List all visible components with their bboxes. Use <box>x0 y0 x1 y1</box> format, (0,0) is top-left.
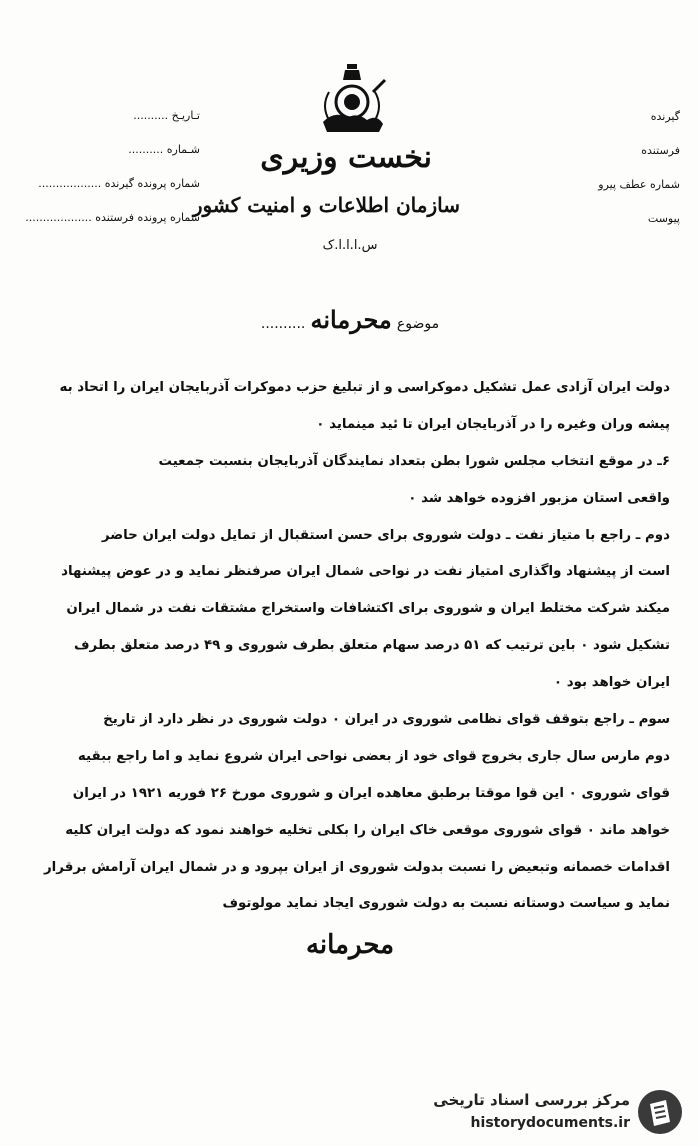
body-line: تشکیل شود ۰ باین ترتیب که ۵۱ درصد سهام متعلق بطرف شوروی و ۴۹ درصد متعلق بطرف <box>73 638 670 654</box>
watermark-url: historydocuments.ir <box>470 1115 630 1131</box>
recipient-field: گیرنده <box>650 110 680 123</box>
ministry-heading: نخست وزیری <box>260 140 432 175</box>
letterhead-left-fields <box>25 109 200 246</box>
body-line: دولت ایران آزادی عمل تشکیل دموکراسی و از تبلیغ حزب دموکرات آذربایجان ایران را اتحاد به <box>59 380 670 395</box>
date-field: تـاریـخ .......... <box>133 109 200 122</box>
body-line: دوم مارس سال جاری بخروج قوای خود از بعضی نواحی ایران شروع نماید و اما راجع ببقیه <box>77 748 670 764</box>
subject-line <box>230 305 470 334</box>
body-text <box>30 370 670 923</box>
confidential-footer: محرمانه <box>305 930 395 960</box>
sender-field: فرستنده <box>641 144 680 157</box>
archive-logo-icon <box>636 1088 684 1136</box>
sender-file-number-field: شماره پرونده فرستنده ................... <box>25 211 200 224</box>
subject-value: محرمانه <box>310 305 392 334</box>
body-line: قوای شوروی ۰ این قوا موقتا برطبق معاهده ایران و شوروی مورخ ۲۶ فوریه ۱۹۲۱ در ایران <box>72 785 670 801</box>
body-line: ایران خواهد بود ۰ <box>553 675 670 691</box>
reference-code: س.ا.ا.ا.ک <box>322 238 378 253</box>
body-line: دوم ـ راجع با متیاز نفت ـ دولت شوروی برای حسن استقبال از تمایل دولت ایران حاضر <box>101 527 670 543</box>
body-line: ۶ـ در موقع انتخاب مجلس شورا بطن بتعداد نمایندگان آذربایجان بنسبت جمعیت <box>158 453 670 469</box>
archive-watermark <box>410 1085 690 1140</box>
body-line: سوم ـ راجع بتوقف قوای نظامی شوروی در ایران ۰ دولت شوروی در نظر دارد از تاریخ <box>103 712 670 728</box>
body-line: نماید و سیاست دوستانه نسبت به دولت شوروی ایجاد نماید مولوتوف <box>222 896 670 912</box>
body-line: اقدامات خصمانه وتبعیض را نسبت بدولت شوروی از ایران بپرود و در شمال ایران آرامش برقرار <box>43 859 670 875</box>
watermark-title: مرکز بررسی اسناد تاریخی <box>433 1091 630 1109</box>
body-line: واقعی استان مزبور افزوده خواهد شد ۰ <box>408 490 670 506</box>
body-line: میکند شرکت مختلط ایران و شوروی برای اکتشافات واستخراج مشتقات نفت در شمال ایران <box>66 601 670 617</box>
recipient-file-number-field: شماره پرونده گیرنده .................. <box>38 177 200 190</box>
number-field: شـماره .......... <box>128 143 200 156</box>
body-line: خواهد ماند ۰ قوای شوروی موقعی خاک ایران را بکلی تخلیه خواهند نمود که دولت ایران کلیه <box>65 822 670 838</box>
subject-dots: .......... <box>260 316 306 332</box>
body-line: است از پیشنهاد واگذاری امتیاز نفت در نواحی شمال ایران صرفنظر نماید و در عوض پیشنهاد <box>61 564 670 580</box>
lion-and-sun-emblem-icon <box>315 62 389 148</box>
reference-number-field: شماره عطف پیرو <box>598 178 680 191</box>
subject-label: موضوع <box>396 316 440 332</box>
organization-heading: سازمان اطلاعات و امنیت کشور <box>192 193 460 217</box>
letterhead-right-fields <box>585 110 680 246</box>
attachment-field: پیوست <box>647 212 680 225</box>
body-line: پیشه وران وغیره را در آذربایجان ایران تا ئید مینماید ۰ <box>316 416 670 432</box>
